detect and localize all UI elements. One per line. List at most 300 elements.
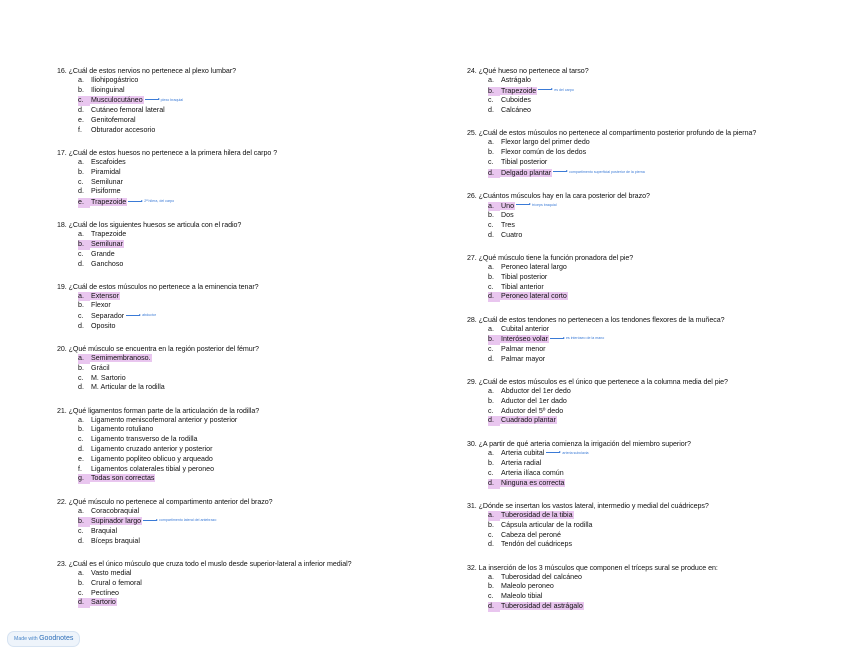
answer-option — [488, 582, 837, 592]
option-letter: a. — [488, 138, 494, 147]
option-text: Ganchoso — [91, 259, 124, 268]
answer-option — [78, 537, 437, 547]
handwritten-note — [143, 518, 216, 522]
option-list — [467, 325, 837, 365]
answer-option — [488, 148, 837, 158]
question-block — [57, 406, 437, 485]
option-text: Grande — [91, 249, 115, 258]
option-text: Extensor — [91, 291, 119, 300]
option-text: Palmar mayor — [501, 354, 546, 363]
option-text: Escafoides — [91, 157, 126, 166]
option-letter: d. — [78, 536, 84, 545]
option-letter: d. — [488, 540, 494, 549]
answer-option — [78, 465, 437, 475]
question-text: 23. ¿Cuál es el único músculo que cruza todo el muslo desde superior-lateral a inferior medial? — [57, 559, 352, 568]
answer-option — [488, 469, 837, 479]
option-letter: a. — [488, 387, 494, 396]
answer-option — [78, 374, 437, 384]
option-text: Semilunar — [91, 239, 123, 248]
goodnotes-badge[interactable] — [7, 631, 80, 647]
option-text: Interóseo volar — [501, 335, 548, 344]
question-block — [467, 253, 837, 302]
question-text: 22. ¿Qué músculo no pertenece al compartimento anterior del brazo? — [57, 497, 273, 506]
option-list — [57, 158, 437, 208]
question-text: 28. ¿Cuál de estos tendones no pertenecen a los tendones flexores de la muñeca? — [467, 315, 725, 324]
option-letter: a. — [78, 506, 84, 515]
note-text: plexo braquial — [160, 97, 184, 102]
option-text: Ligamento popliteo oblicuo y arqueado — [91, 454, 213, 463]
note-text: abductor — [142, 313, 157, 318]
option-text: M. Articular de la rodilla — [91, 383, 165, 392]
answer-option-highlighted — [488, 479, 837, 489]
option-letter: d. — [78, 598, 90, 608]
option-letter: d. — [488, 354, 494, 363]
option-text: Tuberosidad del calcáneo — [501, 572, 582, 581]
option-letter: b. — [488, 396, 494, 405]
option-letter: e. — [78, 454, 84, 463]
answer-option — [488, 459, 837, 469]
option-text: Flexor común de los dedos — [501, 148, 587, 157]
option-text: Obturador accesorio — [91, 125, 156, 134]
handwritten-note — [550, 336, 604, 340]
option-text: Oposito — [91, 321, 116, 330]
arrow-icon — [546, 452, 560, 453]
option-text: Uno — [501, 201, 515, 210]
option-letter: b. — [488, 87, 500, 97]
answer-option — [488, 211, 837, 221]
option-text: Braquial — [91, 526, 118, 535]
answer-option — [78, 383, 437, 393]
option-letter: d. — [78, 259, 84, 268]
badge-prefix: Made with — [14, 636, 38, 642]
option-text: Iliohipogástrico — [91, 76, 139, 84]
note-text: compartimento superficial posterior de la pierna — [569, 169, 645, 174]
answer-option — [78, 455, 437, 465]
answer-option — [78, 301, 437, 311]
option-text: Trapezoide — [91, 230, 127, 239]
note-text: tríceps braquial — [532, 202, 557, 207]
option-text: Flexor — [91, 301, 111, 310]
option-letter: b. — [488, 459, 494, 468]
option-letter: b. — [488, 582, 494, 591]
option-text: Tuberosidad de la tibia — [501, 510, 573, 519]
option-text: M. Sartorio — [91, 373, 126, 382]
question-block — [467, 315, 837, 365]
option-text: Ligamento meniscofemoral anterior y posterior — [91, 415, 238, 424]
option-list — [467, 201, 837, 241]
answer-option — [78, 260, 437, 270]
question-text: 18. ¿Cuál de los siguientes huesos se articula con el radio? — [57, 221, 242, 230]
answer-option — [78, 322, 437, 332]
option-list — [467, 263, 837, 302]
answer-option — [78, 126, 437, 136]
option-text: Cuatro — [501, 230, 523, 239]
option-letter: c. — [78, 96, 90, 106]
option-letter: e. — [78, 198, 90, 208]
option-text: Bíceps braquial — [91, 536, 140, 545]
option-text: Aductor del 1er dado — [501, 396, 567, 405]
handwritten-note — [128, 199, 174, 203]
option-letter: c. — [78, 435, 84, 444]
right-column — [467, 66, 837, 624]
note-text: arteria subclavia — [562, 450, 589, 455]
answer-option — [78, 178, 437, 188]
option-list — [57, 292, 437, 332]
option-text: Separador — [91, 312, 125, 321]
answer-option — [78, 569, 437, 579]
answer-option — [78, 158, 437, 168]
option-letter: c. — [78, 588, 84, 597]
option-letter: a. — [488, 449, 494, 458]
answer-option-highlighted — [488, 86, 837, 97]
answer-option-highlighted — [488, 292, 837, 302]
option-list — [57, 230, 437, 269]
option-text: Aductor del 5º dedo — [501, 406, 564, 415]
option-letter: b. — [488, 335, 500, 345]
option-text: Cuboides — [501, 96, 531, 105]
question-block — [57, 497, 437, 547]
option-text: Cuadrado plantar — [501, 416, 556, 425]
option-text: Tuberosidad del astrágalo — [501, 601, 583, 610]
option-letter: a. — [488, 76, 494, 84]
option-text: Ilioinguinal — [91, 85, 125, 94]
option-letter: d. — [78, 383, 84, 392]
option-text: Tibial anterior — [501, 282, 544, 291]
option-text: Arteria radial — [501, 459, 542, 468]
answer-option — [488, 407, 837, 417]
option-letter: c. — [488, 468, 494, 477]
answer-option — [78, 445, 437, 455]
option-letter: d. — [78, 187, 84, 196]
option-letter: c. — [488, 406, 494, 415]
option-text: Palmar menor — [501, 345, 546, 354]
answer-option — [488, 325, 837, 335]
answer-option — [488, 273, 837, 283]
option-letter: b. — [78, 578, 84, 587]
option-letter: c. — [78, 177, 84, 186]
note-text: es interóseo de la mano — [565, 336, 605, 341]
left-column — [57, 66, 437, 621]
option-letter: e. — [78, 115, 84, 124]
arrow-icon — [538, 89, 552, 90]
answer-option — [488, 387, 837, 397]
option-text: Tibial posterior — [501, 272, 548, 281]
handwritten-note — [553, 170, 645, 174]
option-letter: b. — [78, 167, 84, 176]
option-text: Musculocutáneo — [91, 96, 143, 105]
option-letter: c. — [488, 221, 494, 230]
option-text: Abductor del 1er dedo — [501, 387, 571, 396]
answer-option — [78, 589, 437, 599]
option-letter: b. — [78, 301, 84, 310]
question-block — [57, 220, 437, 269]
question-text: 29. ¿Cuál de estos músculos es el único que pertenece a la columna media del pie? — [467, 378, 728, 387]
answer-option — [78, 106, 437, 116]
option-list — [467, 138, 837, 178]
option-letter: a. — [488, 572, 494, 581]
option-letter: c. — [78, 312, 84, 321]
option-text: Crural o femoral — [91, 578, 142, 587]
option-text: Ligamento rotuliano — [91, 425, 154, 434]
question-text: 19. ¿Cuál de estos músculos no pertenece a la eminencia tenar? — [57, 282, 259, 291]
question-block — [467, 128, 837, 178]
option-text: Todas son correctas — [91, 474, 155, 483]
option-text: Grácil — [91, 363, 110, 372]
option-letter: b. — [488, 148, 494, 157]
question-block — [57, 66, 437, 136]
option-list — [57, 354, 437, 393]
option-letter: f. — [78, 125, 82, 134]
handwritten-note — [126, 313, 156, 317]
option-letter: a. — [488, 511, 500, 521]
question-block — [57, 344, 437, 393]
answer-option-highlighted — [488, 201, 837, 212]
option-text: Delgado plantar — [501, 168, 552, 177]
answer-option — [78, 425, 437, 435]
option-text: Cubital anterior — [501, 324, 550, 333]
question-block — [467, 191, 837, 241]
arrow-icon — [516, 204, 530, 205]
option-letter: a. — [78, 292, 90, 302]
arrow-icon — [126, 315, 140, 316]
option-letter: c. — [488, 345, 494, 354]
option-text: Calcáneo — [501, 106, 531, 115]
option-list — [467, 573, 837, 612]
arrow-icon — [550, 338, 564, 339]
question-block — [467, 501, 837, 550]
answer-option — [488, 540, 837, 550]
question-text: 20. ¿Qué músculo se encuentra en la región posterior del fémur? — [57, 345, 259, 354]
option-text: Cabeza del peroné — [501, 530, 561, 539]
answer-option-highlighted — [488, 168, 837, 179]
option-text: Dos — [501, 211, 514, 220]
option-text: Ligamentos colaterales tibial y peroneo — [91, 464, 215, 473]
option-letter: d. — [488, 292, 500, 302]
question-block — [467, 563, 837, 612]
option-letter: a. — [488, 263, 494, 272]
question-text: 26. ¿Cuántos músculos hay en la cara posterior del brazo? — [467, 191, 650, 200]
question-text: 31. ¿Dónde se insertan los vastos lateral, intermedio y medial del cuádriceps? — [467, 501, 709, 510]
option-letter: b. — [488, 211, 494, 220]
handwritten-note — [538, 88, 574, 92]
option-text: Sartorio — [91, 598, 116, 607]
option-letter: c. — [488, 157, 494, 166]
answer-option — [488, 263, 837, 273]
option-letter: b. — [78, 363, 84, 372]
answer-option-highlighted — [488, 602, 837, 612]
option-letter: c. — [488, 96, 494, 105]
option-letter: a. — [78, 230, 84, 239]
answer-option — [488, 106, 837, 116]
option-list — [467, 511, 837, 550]
option-letter: d. — [488, 602, 500, 612]
option-letter: b. — [78, 85, 84, 94]
option-letter: c. — [488, 282, 494, 291]
answer-option — [78, 579, 437, 589]
option-text: Maleolo peroneo — [501, 582, 554, 591]
option-text: Vasto medial — [91, 568, 132, 577]
question-block — [57, 148, 437, 208]
answer-option — [78, 86, 437, 96]
question-block — [467, 439, 837, 489]
option-letter: b. — [78, 240, 90, 250]
question-text: 32. La inserción de los 3 músculos que componen el tríceps sural se produce en: — [467, 563, 718, 572]
option-list — [57, 76, 437, 136]
option-text: Trapezoide — [91, 197, 127, 206]
answer-option — [78, 527, 437, 537]
option-text: Coracobraquial — [91, 506, 140, 515]
option-text: Ninguna es correcta — [501, 478, 565, 487]
answer-option — [78, 168, 437, 178]
option-letter: a. — [78, 157, 84, 166]
handwritten-note — [546, 451, 588, 455]
option-list — [57, 569, 437, 608]
option-letter: d. — [488, 479, 500, 489]
answer-option — [78, 230, 437, 240]
option-list — [57, 416, 437, 485]
answer-option — [488, 531, 837, 541]
answer-option-highlighted — [78, 96, 437, 107]
option-letter: g. — [78, 474, 90, 484]
answer-option — [488, 76, 837, 86]
option-text: Flexor largo del primer dedo — [501, 138, 590, 147]
option-text: Cápsula articular de la rodilla — [501, 520, 593, 529]
handwritten-note — [145, 98, 183, 102]
answer-option — [488, 345, 837, 355]
option-letter: a. — [78, 76, 84, 84]
question-text: 24. ¿Qué hueso no pertenece al tarso? — [467, 67, 589, 75]
answer-option — [78, 116, 437, 126]
answer-option-highlighted — [488, 416, 837, 426]
answer-option — [488, 449, 837, 460]
option-text: Maleolo tibial — [501, 592, 543, 601]
option-letter: d. — [488, 106, 494, 115]
option-letter: b. — [78, 517, 90, 527]
option-letter: a. — [488, 202, 500, 212]
answer-option — [78, 416, 437, 426]
answer-option-highlighted — [78, 516, 437, 527]
option-text: Genitofemoral — [91, 115, 136, 124]
question-text: 16. ¿Cuál de estos nervios no pertenece al plexo lumbar? — [57, 67, 236, 75]
option-letter: d. — [488, 230, 494, 239]
option-letter: a. — [488, 324, 494, 333]
answer-option — [78, 76, 437, 86]
answer-option — [488, 283, 837, 293]
answer-option-highlighted — [78, 474, 437, 484]
answer-option — [488, 221, 837, 231]
option-letter: d. — [78, 321, 84, 330]
answer-option — [488, 355, 837, 365]
option-text: Arteria cubital — [501, 449, 545, 458]
option-list — [467, 76, 837, 116]
option-text: Trapezoide — [501, 86, 537, 95]
option-letter: d. — [78, 106, 84, 115]
option-text: Supinador largo — [91, 517, 142, 526]
answer-option — [488, 397, 837, 407]
option-text: Semimembranoso. — [91, 354, 151, 363]
option-letter: d. — [78, 445, 84, 454]
option-list — [467, 449, 837, 489]
question-block — [467, 66, 837, 116]
question-text: 17. ¿Cuál de estos huesos no pertenece a la primera hilera del carpo ? — [57, 148, 278, 157]
option-letter: a. — [78, 415, 84, 424]
option-text: Peroneo lateral corto — [501, 292, 567, 301]
option-letter: d. — [488, 169, 500, 179]
question-block — [57, 282, 437, 332]
option-letter: d. — [488, 416, 500, 426]
question-block — [57, 559, 437, 608]
option-letter: b. — [488, 272, 494, 281]
question-text: 25. ¿Cuál de estos músculos no pertenece al compartimento posterior profundo de la pierna? — [467, 129, 757, 138]
option-text: Piramidal — [91, 167, 121, 176]
question-text: 27. ¿Qué músculo tiene la función pronadora del pie? — [467, 254, 634, 263]
option-text: Semilunar — [91, 177, 123, 186]
arrow-icon — [128, 201, 142, 202]
option-letter: c. — [78, 526, 84, 535]
option-text: Tendón del cuádriceps — [501, 540, 572, 549]
option-letter: a. — [78, 568, 84, 577]
option-text: Arteria ilíaca común — [501, 468, 564, 477]
option-text: Cutáneo femoral lateral — [91, 106, 165, 115]
answer-option — [78, 507, 437, 517]
answer-option — [78, 311, 437, 322]
answer-option-highlighted — [78, 292, 437, 302]
option-text: Tibial posterior — [501, 157, 548, 166]
option-text: Astrágalo — [501, 76, 531, 84]
answer-option — [488, 96, 837, 106]
answer-option — [78, 250, 437, 260]
note-text: 2ª hilera, del carpo — [144, 199, 175, 204]
answer-option-highlighted — [488, 334, 837, 345]
option-letter: b. — [78, 425, 84, 434]
question-block — [467, 377, 837, 426]
badge-brand: Goodnotes — [39, 635, 74, 642]
option-letter: f. — [78, 464, 82, 473]
answer-option — [78, 187, 437, 197]
arrow-icon — [143, 520, 157, 521]
option-text: Peroneo lateral largo — [501, 263, 567, 272]
answer-option-highlighted — [78, 598, 437, 608]
option-letter: a. — [78, 354, 90, 364]
option-letter: c. — [488, 530, 494, 539]
option-text: Pectíneo — [91, 588, 120, 597]
option-letter: c. — [78, 373, 84, 382]
answer-option-highlighted — [78, 197, 437, 208]
answer-option — [488, 592, 837, 602]
answer-option — [78, 364, 437, 374]
option-text: Pisiforme — [91, 187, 121, 196]
question-text: 21. ¿Qué ligamentos forman parte de la articulación de la rodilla? — [57, 406, 260, 415]
option-text: Tres — [501, 221, 515, 230]
answer-option-highlighted — [488, 511, 837, 521]
option-text: Ligamento cruzado anterior y posterior — [91, 445, 213, 454]
option-letter: c. — [488, 592, 494, 601]
answer-option — [78, 435, 437, 445]
option-list — [57, 507, 437, 547]
option-letter: b. — [488, 520, 494, 529]
handwritten-note — [516, 203, 557, 207]
option-text: Ligamento transverso de la rodilla — [91, 435, 198, 444]
note-text: compartimento lateral del antebrazo — [159, 518, 217, 523]
option-list — [467, 387, 837, 426]
arrow-icon — [145, 99, 159, 100]
answer-option-highlighted — [78, 354, 437, 364]
option-letter: c. — [78, 249, 84, 258]
arrow-icon — [553, 171, 567, 172]
answer-option — [488, 521, 837, 531]
note-text: es del carpo — [554, 87, 574, 92]
answer-option — [488, 573, 837, 583]
